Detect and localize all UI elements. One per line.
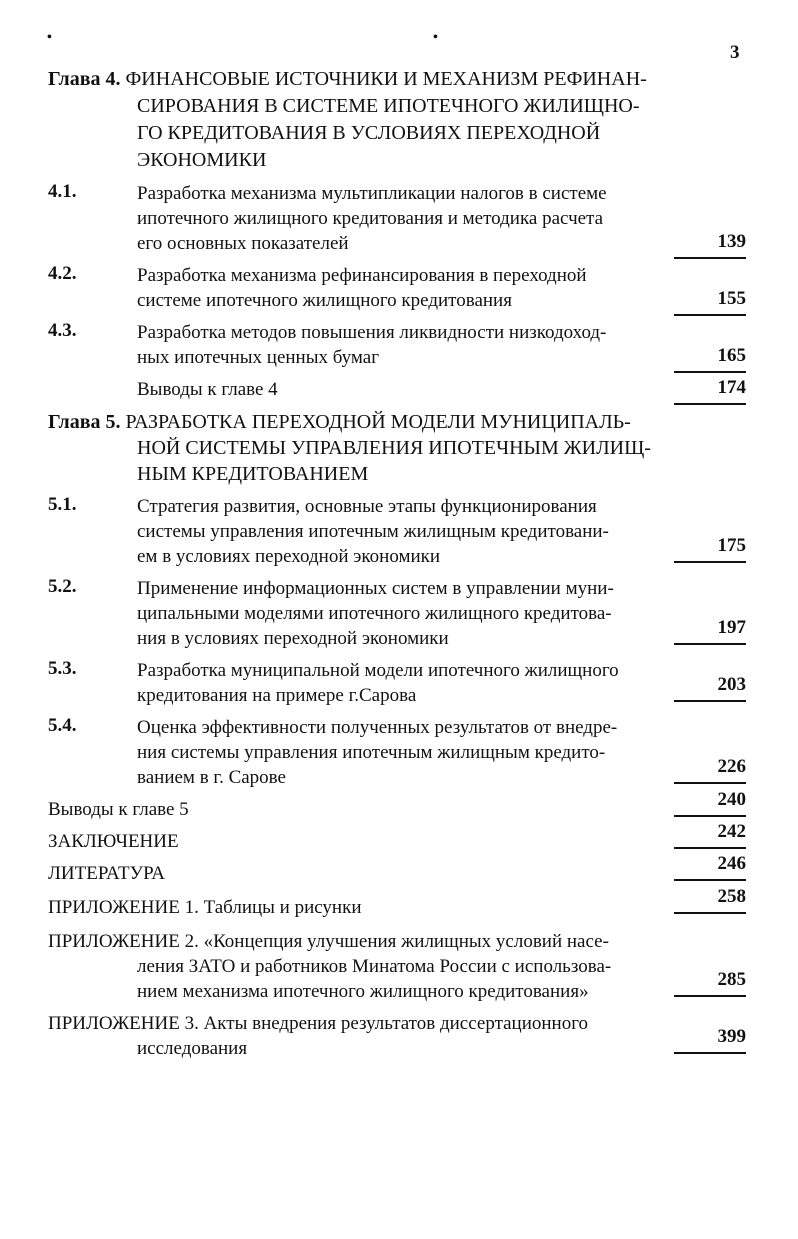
conclusions-chapter5: Выводы к главе 5 bbox=[48, 799, 189, 820]
chapter4-title-line: ГО КРЕДИТОВАНИЯ В УСЛОВИЯХ ПЕРЕХОДНОЙ bbox=[137, 122, 601, 144]
chapter4-heading bbox=[48, 66, 647, 93]
page-ref: 246 bbox=[717, 853, 746, 874]
chapter4-title-line: ФИНАНСОВЫЕ ИСТОЧНИКИ И МЕХАНИЗМ РЕФИНАН- bbox=[125, 68, 647, 90]
section-title-line: ем в условиях переходной экономики bbox=[137, 546, 441, 567]
leader-rule bbox=[674, 643, 746, 645]
conclusions-chapter4: Выводы к главе 4 bbox=[137, 379, 278, 400]
chapter5-title-line: РАЗРАБОТКА ПЕРЕХОДНОЙ МОДЕЛИ МУНИЦИПАЛЬ- bbox=[125, 411, 631, 433]
leader-rule bbox=[674, 561, 746, 563]
back-matter-title-line: нием механизма ипотечного жилищного кредитования» bbox=[137, 981, 589, 1002]
section-title-line: системе ипотечного жилищного кредитования bbox=[137, 290, 512, 311]
back-matter-title: ЗАКЛЮЧЕНИЕ bbox=[48, 831, 179, 852]
section-number: 5.2. bbox=[48, 576, 77, 597]
section-number: 5.4. bbox=[48, 715, 77, 736]
section-title-line: ных ипотечных ценных бумаг bbox=[137, 347, 380, 368]
section-title-line: ния в условиях переходной экономики bbox=[137, 628, 449, 649]
section-title-line: Применение информационных систем в управлении муни- bbox=[137, 578, 614, 599]
page-ref: 139 bbox=[717, 231, 746, 252]
section-title-line: ния системы управления ипотечным жилищным кредито- bbox=[137, 742, 606, 763]
chapter4-label: Глава 4. bbox=[48, 68, 121, 90]
chapter5-title-line: НОЙ СИСТЕМЫ УПРАВЛЕНИЯ ИПОТЕЧНЫМ ЖИЛИЩ- bbox=[137, 437, 651, 459]
page-ref: 165 bbox=[717, 345, 746, 366]
leader-rule bbox=[674, 782, 746, 784]
section-title-line: ипотечного жилищного кредитования и методика расчета bbox=[137, 208, 604, 229]
section-number: 5.3. bbox=[48, 658, 77, 679]
back-matter-title: ПРИЛОЖЕНИЕ 3. Акты внедрения результатов диссертационного bbox=[48, 1013, 589, 1034]
page-ref: 155 bbox=[717, 288, 746, 309]
leader-rule bbox=[674, 371, 746, 373]
leader-rule bbox=[674, 700, 746, 702]
leader-rule bbox=[674, 815, 746, 817]
section-title-line: Разработка методов повышения ликвидности низкодоход- bbox=[137, 322, 607, 343]
chapter5-label: Глава 5. bbox=[48, 411, 121, 433]
section-title-line: Разработка механизма рефинансирования в переходной bbox=[137, 265, 587, 286]
section-title-line: Разработка механизма мультипликации налогов в системе bbox=[137, 183, 607, 204]
chapter5-title-line: НЫМ КРЕДИТОВАНИЕМ bbox=[137, 463, 369, 485]
section-number: 5.1. bbox=[48, 494, 77, 515]
chapter4-title-line: СИРОВАНИЯ В СИСТЕМЕ ИПОТЕЧНОГО ЖИЛИЩНО- bbox=[137, 95, 640, 117]
page-number: 3 bbox=[730, 42, 740, 63]
scan-speck-left: • bbox=[47, 30, 52, 45]
leader-rule bbox=[674, 879, 746, 881]
leader-rule bbox=[674, 1052, 746, 1054]
back-matter-title: ПРИЛОЖЕНИЕ 1. Таблицы и рисунки bbox=[48, 897, 362, 918]
page-ref: 242 bbox=[717, 821, 746, 842]
page-ref: 175 bbox=[717, 535, 746, 556]
section-title-line: его основных показателей bbox=[137, 233, 349, 254]
back-matter-title: ЛИТЕРАТУРА bbox=[48, 863, 165, 884]
section-number: 4.1. bbox=[48, 181, 77, 202]
section-number: 4.3. bbox=[48, 320, 77, 341]
section-number: 4.2. bbox=[48, 263, 77, 284]
leader-rule bbox=[674, 257, 746, 259]
leader-rule bbox=[674, 847, 746, 849]
section-title-line: кредитования на примере г.Сарова bbox=[137, 685, 417, 706]
page-ref: 399 bbox=[717, 1026, 746, 1047]
back-matter-title: ПРИЛОЖЕНИЕ 2. «Концепция улучшения жилищных условий насе- bbox=[48, 931, 609, 952]
page-ref: 258 bbox=[717, 886, 746, 907]
section-title-line: Оценка эффективности полученных результатов от внедре- bbox=[137, 717, 618, 738]
page-ref: 240 bbox=[717, 789, 746, 810]
chapter5-heading bbox=[48, 409, 631, 436]
page-ref: 203 bbox=[717, 674, 746, 695]
scan-speck-center: • bbox=[433, 30, 438, 45]
chapter4-title-line: ЭКОНОМИКИ bbox=[137, 149, 267, 171]
section-title-line: ванием в г. Сарове bbox=[137, 767, 286, 788]
section-title-line: ципальными моделями ипотечного жилищного кредитова- bbox=[137, 603, 612, 624]
page-ref: 197 bbox=[717, 617, 746, 638]
leader-rule bbox=[674, 912, 746, 914]
page-ref: 174 bbox=[717, 377, 746, 398]
back-matter-title-line: исследования bbox=[137, 1038, 248, 1059]
page-ref: 285 bbox=[717, 969, 746, 990]
leader-rule bbox=[674, 995, 746, 997]
page-ref: 226 bbox=[717, 756, 746, 777]
section-title-line: системы управления ипотечным жилищным кредитовани- bbox=[137, 521, 609, 542]
leader-rule bbox=[674, 403, 746, 405]
leader-rule bbox=[674, 314, 746, 316]
section-title-line: Разработка муниципальной модели ипотечного жилищного bbox=[137, 660, 619, 681]
back-matter-title-line: ления ЗАТО и работников Минатома России с использова- bbox=[137, 956, 612, 977]
section-title-line: Стратегия развития, основные этапы функционирования bbox=[137, 496, 597, 517]
